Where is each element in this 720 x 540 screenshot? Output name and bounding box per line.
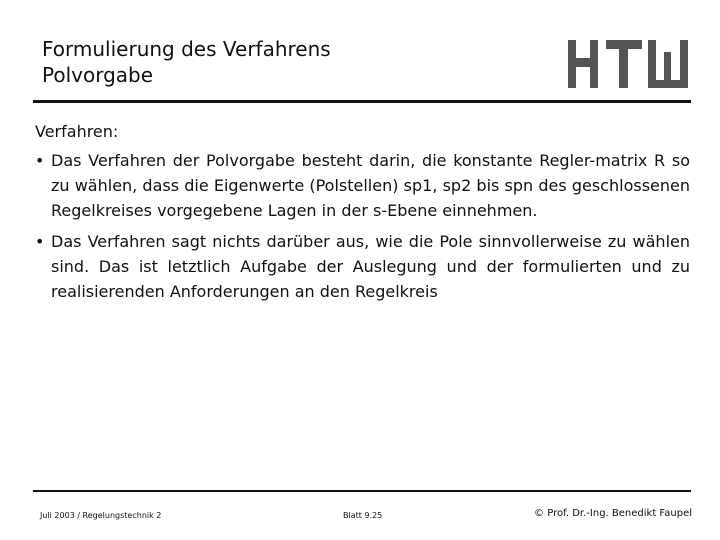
header-rule	[33, 100, 691, 103]
title-line-1: Formulierung des Verfahrens	[42, 37, 331, 61]
htw-logo	[568, 40, 690, 88]
footer-rule	[33, 490, 691, 492]
title-line-2: Polvorgabe	[42, 63, 154, 87]
bullet-item: • Das Verfahren sagt nichts darüber aus, wie die Pole sinnvollerweise zu wählen sind. Das ist letztlich Aufgabe der Auslegung und der formulierten und zu realisierenden Anforderungen an den Regelkreis	[35, 229, 690, 304]
intro-label: Verfahren:	[35, 122, 119, 141]
bullet-list	[35, 148, 690, 304]
footer-date-course: Juli 2003 / Regelungstechnik 2	[40, 511, 162, 520]
slide-body	[35, 119, 690, 310]
page-title	[42, 36, 331, 88]
footer-page-number: Blatt 9.25	[343, 511, 383, 520]
footer-author: © Prof. Dr.-Ing. Benedikt Faupel	[534, 508, 692, 519]
bullet-item: • Das Verfahren der Polvorgabe besteht darin, die konstante Regler-matrix R so zu wählen, dass die Eigenwerte (Polstellen) sp1, sp2 bis spn des geschlossenen Regelkreises vorgegebene Lagen in der s-Ebene einnehmen.	[35, 148, 690, 223]
